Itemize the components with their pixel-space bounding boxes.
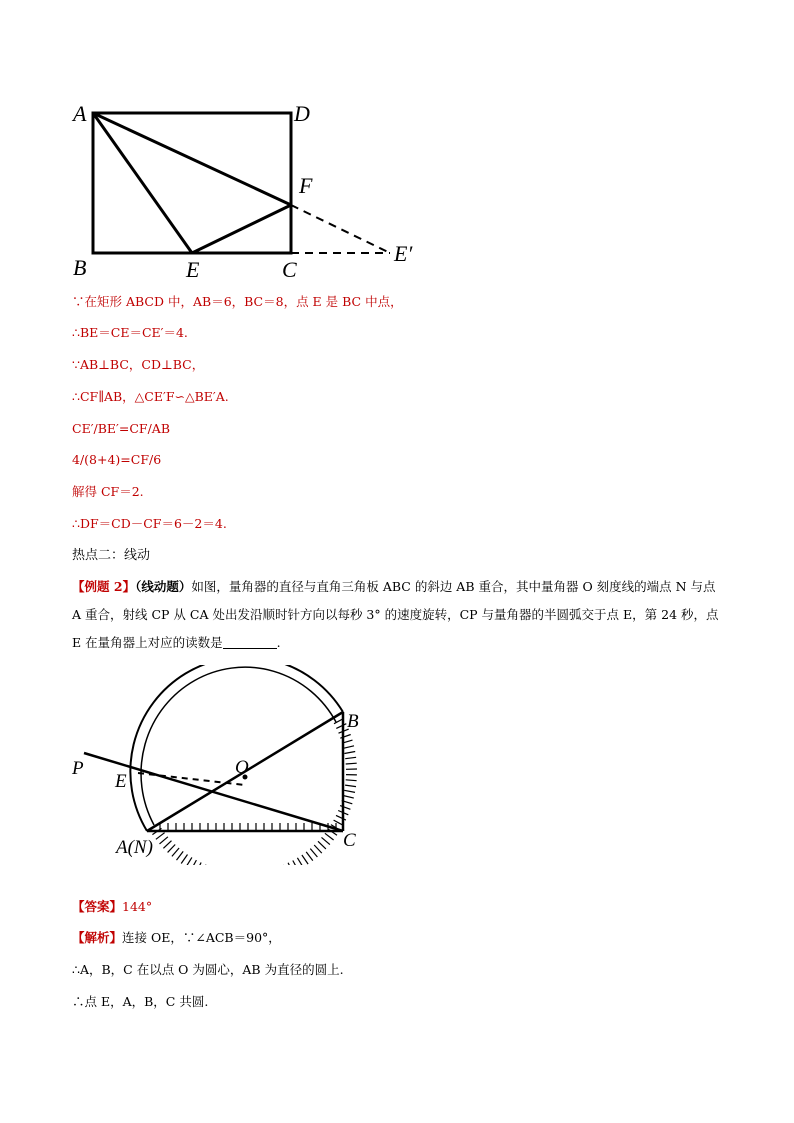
analysis-line-1 bbox=[72, 930, 281, 946]
analysis-line-3: ∴点 E，A，B，C 共圆. bbox=[72, 994, 209, 1009]
protractor-inner-arc bbox=[141, 667, 336, 825]
segment-af bbox=[93, 113, 291, 205]
example-text: 如图，量角器的直径与直角三角板 ABC 的斜边 AB 重合，其中量角器 O 刻度线的端点 N 与点 A 重合，射线 CP 从 CA 处出发沿顺时针方向以每秒 3° 的速度旋转，CP 与量角器的半圆弧交于点 E，第 24 秒，点 E 在量角器上对应的读数是 bbox=[72, 579, 719, 650]
label-f: F bbox=[299, 173, 313, 198]
example-tag-close: 】 bbox=[122, 579, 136, 594]
label-c: C bbox=[343, 830, 356, 851]
arc-tick bbox=[156, 833, 165, 840]
arc-tick bbox=[343, 796, 354, 799]
arc-tick bbox=[336, 815, 346, 820]
arc-tick bbox=[346, 763, 357, 764]
label-b: B bbox=[347, 711, 359, 732]
label-e: E bbox=[115, 771, 127, 792]
example-tag-label: 例题 2 bbox=[84, 579, 123, 594]
arc-tick bbox=[346, 780, 357, 781]
answer-tag: 【答案】 bbox=[72, 899, 123, 914]
arc-tick bbox=[340, 806, 350, 810]
ray-cp bbox=[84, 753, 343, 831]
example-end: . bbox=[276, 635, 281, 650]
label-b: B bbox=[73, 255, 87, 280]
label-p: P bbox=[72, 758, 84, 779]
arc-tick bbox=[345, 785, 356, 787]
label-a: A bbox=[73, 101, 87, 126]
protractor-ticks bbox=[152, 719, 357, 866]
example-2-question bbox=[72, 573, 724, 657]
rectangle-abcd bbox=[93, 113, 291, 253]
label-a-n: A(N) bbox=[116, 837, 153, 858]
arc-tick bbox=[302, 855, 308, 864]
solution-line: ∴BE＝CE＝CE′＝4. bbox=[72, 325, 188, 340]
arc-tick bbox=[163, 841, 171, 849]
analysis-line-2: ∴A，B，C 在以点 O 为圆心，AB 为直径的圆上. bbox=[72, 962, 344, 977]
solution-line: ∵AB⊥BC，CD⊥BC， bbox=[72, 357, 205, 372]
solution-line: 4/(8+4)=CF/6 bbox=[72, 452, 162, 467]
segment-ef bbox=[192, 205, 291, 253]
answer-blank bbox=[223, 636, 277, 649]
arc-tick bbox=[297, 858, 303, 865]
arc-tick bbox=[343, 746, 354, 749]
solution-line: ∴DF＝CD－CF＝6－2＝4. bbox=[72, 516, 227, 531]
figure-rectangle bbox=[60, 95, 430, 285]
arc-tick bbox=[160, 837, 168, 844]
answer bbox=[72, 899, 152, 915]
arc-tick bbox=[325, 833, 334, 840]
dashed-oe bbox=[138, 773, 245, 785]
label-e-prime: E′ bbox=[394, 241, 413, 266]
solution-line: 解得 CF＝2. bbox=[72, 484, 144, 499]
arc-tick bbox=[318, 841, 326, 849]
arc-tick bbox=[344, 752, 355, 754]
segment-ae bbox=[93, 113, 192, 253]
arc-tick bbox=[345, 757, 356, 758]
section-heading: 热点二：线动 bbox=[72, 548, 151, 563]
arc-tick bbox=[172, 848, 179, 856]
solution-line: ∴CF∥AB，△CE′F∽△BE′A. bbox=[72, 389, 229, 404]
analysis-text: 连接 OE，∵∠ACB＝90°， bbox=[122, 930, 281, 945]
arc-tick bbox=[293, 861, 298, 866]
arc-tick bbox=[288, 863, 293, 865]
arc-tick bbox=[196, 863, 201, 866]
label-e: E bbox=[186, 257, 200, 282]
arc-tick bbox=[306, 852, 313, 861]
figure-protractor bbox=[60, 665, 380, 865]
arc-tick bbox=[322, 837, 330, 844]
label-c: C bbox=[282, 257, 297, 282]
label-o: O bbox=[235, 757, 249, 778]
solution-line: CE′/BE′=CF/AB bbox=[72, 421, 171, 436]
arc-tick bbox=[186, 857, 192, 865]
arc-tick bbox=[177, 851, 184, 860]
protractor-arc bbox=[130, 665, 343, 831]
dashed-fe-prime bbox=[291, 205, 390, 253]
example-tag-open: 【 bbox=[72, 579, 85, 594]
answer-value: 144° bbox=[122, 899, 153, 914]
arc-tick bbox=[344, 790, 355, 792]
arc-tick bbox=[191, 860, 196, 865]
arc-tick bbox=[168, 845, 176, 853]
analysis-tag: 【解析】 bbox=[72, 930, 123, 945]
label-d: D bbox=[294, 101, 310, 126]
arc-tick bbox=[314, 845, 322, 853]
arc-tick bbox=[181, 855, 187, 864]
solution-line: ∵在矩形 ABCD 中，AB＝6，BC＝8，点 E 是 BC 中点， bbox=[72, 294, 403, 309]
arc-tick bbox=[336, 724, 346, 729]
arc-tick bbox=[310, 849, 317, 857]
example-type: （线动题） bbox=[135, 579, 192, 594]
